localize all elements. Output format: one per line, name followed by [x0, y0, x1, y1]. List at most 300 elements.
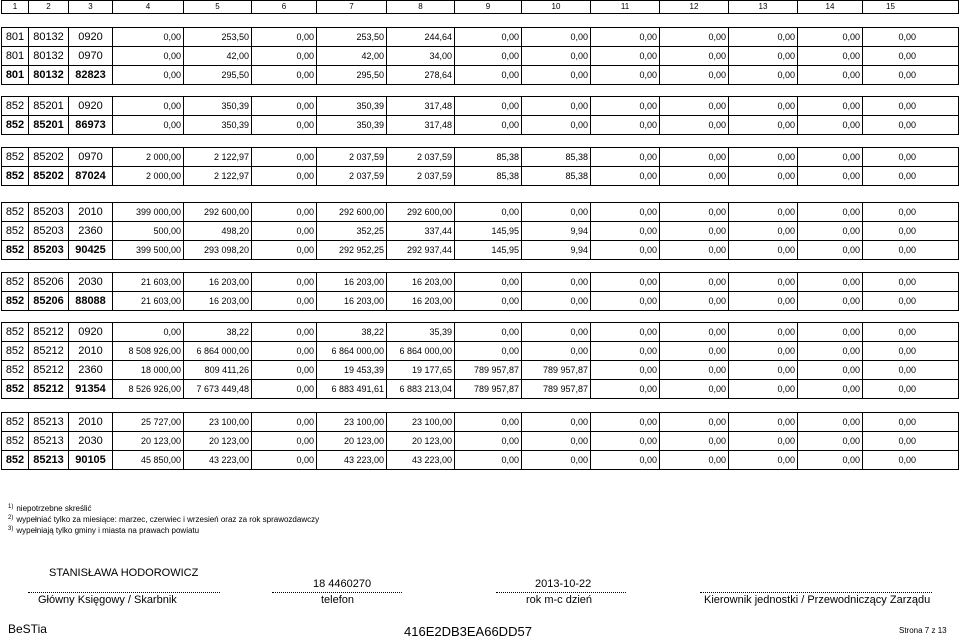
table-cell: 0,00: [252, 451, 317, 469]
table-cell: 0,00: [660, 222, 729, 240]
table-cell: 21 603,00: [113, 273, 184, 291]
table-cell: 2 037,59: [387, 148, 455, 166]
table-cell: 350,39: [184, 97, 252, 115]
table-cell: 0,00: [522, 116, 591, 134]
table-cell: 0,00: [591, 222, 660, 240]
table-cell: 852: [2, 97, 29, 115]
table-cell: 0,00: [798, 361, 863, 379]
table-cell: 350,39: [317, 116, 387, 134]
column-number: 12: [660, 1, 729, 13]
table-cell: 852: [2, 241, 29, 259]
table-cell: 801: [2, 47, 29, 65]
table-cell: 0,00: [252, 432, 317, 450]
table-cell: 9,94: [522, 241, 591, 259]
table-cell: 498,20: [184, 222, 252, 240]
table-cell: 352,25: [317, 222, 387, 240]
table-cell: 317,48: [387, 97, 455, 115]
table-cell: 0,00: [113, 323, 184, 341]
table-cell: 85213: [29, 432, 69, 450]
table-row: [2, 97, 958, 116]
table-cell: 0,00: [660, 451, 729, 469]
table-row: [2, 413, 958, 432]
table-cell: 85201: [29, 116, 69, 134]
table-cell: 85202: [29, 148, 69, 166]
table-cell: 0,00: [252, 28, 317, 46]
table-cell: 2 000,00: [113, 148, 184, 166]
column-number: 7: [317, 1, 387, 13]
table-cell: 82823: [69, 66, 113, 84]
table-cell: 0970: [69, 148, 113, 166]
table-cell: 85202: [29, 167, 69, 185]
table-row: [2, 342, 958, 361]
table-cell: 292 600,00: [184, 203, 252, 221]
table-cell: 16 203,00: [387, 292, 455, 310]
table-row: [2, 361, 958, 380]
table-cell: 292 937,44: [387, 241, 455, 259]
table-cell: 9,94: [522, 222, 591, 240]
table-cell: 0,00: [591, 203, 660, 221]
table-row-total: [2, 116, 958, 135]
table-cell: 0,00: [660, 47, 729, 65]
table-cell: 0,00: [591, 148, 660, 166]
table-cell: 0,00: [898, 365, 916, 375]
table-cell: 0,00: [898, 417, 916, 427]
table-cell: 0,00: [898, 384, 916, 394]
table-cell: 0,00: [798, 380, 863, 398]
table-cell: 0,00: [660, 292, 729, 310]
table-cell: 19 453,39: [317, 361, 387, 379]
table-cell: 2030: [69, 273, 113, 291]
table-cell: 85213: [29, 413, 69, 431]
table-cell: 0,00: [591, 432, 660, 450]
table-cell: 0,00: [798, 167, 863, 185]
table-cell: 90105: [69, 451, 113, 469]
table-cell: 0,00: [252, 47, 317, 65]
table-cell: 0,00: [591, 380, 660, 398]
table-row: [2, 28, 958, 47]
table-cell: 0,00: [729, 432, 798, 450]
table-cell: 0,00: [591, 292, 660, 310]
table-cell: 0,00: [591, 342, 660, 360]
table-cell: 2 037,59: [387, 167, 455, 185]
table-cell: 0,00: [660, 28, 729, 46]
table-cell: 0,00: [798, 28, 863, 46]
table-cell: 0,00: [898, 171, 916, 181]
table-cell: 2010: [69, 342, 113, 360]
table-cell: 0,00: [455, 292, 522, 310]
table-cell: 0,00: [591, 97, 660, 115]
column-number: 8: [387, 1, 455, 13]
table-cell: 0,00: [113, 66, 184, 84]
table-cell: 0,00: [729, 28, 798, 46]
table-cell: 85203: [29, 241, 69, 259]
table-cell: 38,22: [317, 323, 387, 341]
table-cell: 0,00: [522, 273, 591, 291]
table-cell: 0,00: [798, 97, 863, 115]
table-cell: 90425: [69, 241, 113, 259]
table-cell: 88088: [69, 292, 113, 310]
table-cell: 85212: [29, 380, 69, 398]
table-cell: 0,00: [798, 413, 863, 431]
table-cell: 801: [2, 66, 29, 84]
table-cell: 145,95: [455, 241, 522, 259]
table-cell: 0,00: [798, 273, 863, 291]
column-number: 6: [252, 1, 317, 13]
table-cell: 0,00: [522, 28, 591, 46]
table-cell: 337,44: [387, 222, 455, 240]
table-cell: 0,00: [798, 451, 863, 469]
table-cell: 295,50: [317, 66, 387, 84]
table-cell: 0,00: [729, 323, 798, 341]
table-row-total: [2, 66, 958, 85]
table-cell: 0,00: [898, 70, 916, 80]
table-cell: 85212: [29, 342, 69, 360]
table-cell: 6 883 491,61: [317, 380, 387, 398]
row-group: [1, 96, 959, 135]
table-cell: 0,00: [898, 226, 916, 236]
table-cell: 0,00: [591, 273, 660, 291]
table-cell: 85,38: [522, 167, 591, 185]
table-cell: 0,00: [798, 342, 863, 360]
table-row-total: [2, 292, 958, 311]
table-cell: 16 203,00: [387, 273, 455, 291]
table-cell: 2 037,59: [317, 167, 387, 185]
table-cell: 0,00: [455, 323, 522, 341]
column-number-header: [1, 0, 959, 14]
table-cell: 85212: [29, 323, 69, 341]
footnote-1: $^{1)}$ niepotrzebne skreślić: [8, 504, 92, 513]
table-cell: 852: [2, 148, 29, 166]
table-cell: 399 500,00: [113, 241, 184, 259]
date-label: rok m-c dzień: [526, 594, 593, 606]
table-cell: 0,00: [798, 203, 863, 221]
table-cell: 0,00: [252, 66, 317, 84]
table-row: [2, 432, 958, 451]
table-cell: 0,00: [113, 116, 184, 134]
table-cell: 23 100,00: [317, 413, 387, 431]
table-cell: 0,00: [252, 116, 317, 134]
table-cell: 20 123,00: [184, 432, 252, 450]
table-cell: 317,48: [387, 116, 455, 134]
table-cell: 0,00: [660, 361, 729, 379]
table-cell: 2 037,59: [317, 148, 387, 166]
table-cell: 19 177,65: [387, 361, 455, 379]
table-cell: 2360: [69, 361, 113, 379]
table-row-total: [2, 241, 958, 260]
table-cell: 852: [2, 432, 29, 450]
table-cell: 0,00: [252, 413, 317, 431]
table-cell: 2010: [69, 203, 113, 221]
table-cell: 0,00: [898, 455, 916, 465]
phone-value: 18 4460270: [313, 578, 372, 590]
table-cell: 0,00: [522, 323, 591, 341]
table-cell: 0,00: [455, 432, 522, 450]
table-cell: 0,00: [522, 66, 591, 84]
row-group: [1, 272, 959, 311]
table-cell: 85203: [29, 203, 69, 221]
table-cell: 852: [2, 342, 29, 360]
table-cell: 2360: [69, 222, 113, 240]
document-hash: 416E2DB3EA66DD57: [404, 624, 532, 639]
table-cell: 852: [2, 273, 29, 291]
table-cell: 6 864 000,00: [317, 342, 387, 360]
table-cell: 0,00: [898, 101, 916, 111]
table-cell: 292 952,25: [317, 241, 387, 259]
table-cell: 789 957,87: [522, 361, 591, 379]
table-cell: 86973: [69, 116, 113, 134]
table-cell: 852: [2, 167, 29, 185]
table-cell: 0,00: [522, 292, 591, 310]
program-name: BeSTia: [8, 622, 47, 636]
table-cell: 0,00: [455, 273, 522, 291]
table-cell: 0,00: [729, 222, 798, 240]
table-cell: 0,00: [591, 451, 660, 469]
table-cell: 292 600,00: [387, 203, 455, 221]
accountant-name: STANISŁAWA HODOROWICZ: [49, 567, 199, 579]
table-cell: 0,00: [798, 148, 863, 166]
table-cell: 0,00: [455, 97, 522, 115]
table-cell: 42,00: [184, 47, 252, 65]
table-cell: 80132: [29, 47, 69, 65]
table-cell: 500,00: [113, 222, 184, 240]
table-cell: 0,00: [729, 361, 798, 379]
table-cell: 0,00: [729, 66, 798, 84]
table-cell: 0,00: [455, 451, 522, 469]
table-cell: 801: [2, 28, 29, 46]
table-cell: 8 526 926,00: [113, 380, 184, 398]
table-row-total: [2, 380, 958, 399]
table-cell: 0,00: [660, 323, 729, 341]
table-cell: 0,00: [798, 323, 863, 341]
table-cell: 0,00: [798, 222, 863, 240]
date-value: 2013-10-22: [535, 578, 592, 590]
table-cell: 0,00: [522, 451, 591, 469]
table-cell: 91354: [69, 380, 113, 398]
table-cell: 0,00: [591, 66, 660, 84]
table-cell: 0,00: [455, 116, 522, 134]
table-cell: 0,00: [591, 47, 660, 65]
table-cell: 852: [2, 413, 29, 431]
table-cell: 2 000,00: [113, 167, 184, 185]
table-cell: 0,00: [522, 97, 591, 115]
table-cell: 38,22: [184, 323, 252, 341]
table-cell: 0970: [69, 47, 113, 65]
table-cell: 42,00: [317, 47, 387, 65]
table-cell: 0,00: [591, 167, 660, 185]
table-cell: 0,00: [660, 342, 729, 360]
table-cell: 21 603,00: [113, 292, 184, 310]
column-number: 15: [886, 2, 895, 11]
table-cell: 0,00: [522, 432, 591, 450]
table-cell: 0,00: [455, 203, 522, 221]
table-cell: 20 123,00: [317, 432, 387, 450]
table-cell: 80132: [29, 28, 69, 46]
table-cell: 0,00: [898, 436, 916, 446]
table-cell: 0,00: [729, 167, 798, 185]
table-cell: 0,00: [252, 361, 317, 379]
table-cell: 0,00: [798, 66, 863, 84]
table-cell: 0,00: [729, 292, 798, 310]
table-row: [2, 273, 958, 292]
table-cell: 0,00: [252, 97, 317, 115]
table-cell: 852: [2, 451, 29, 469]
table-cell: 0,00: [660, 413, 729, 431]
table-cell: 16 203,00: [317, 273, 387, 291]
table-cell: 16 203,00: [317, 292, 387, 310]
table-cell: 45 850,00: [113, 451, 184, 469]
table-cell: 0,00: [729, 47, 798, 65]
table-cell: 0,00: [729, 413, 798, 431]
table-cell: 852: [2, 116, 29, 134]
table-cell: 80132: [29, 66, 69, 84]
table-cell: 852: [2, 292, 29, 310]
table-cell: 85,38: [455, 148, 522, 166]
accountant-label: Główny Księgowy / Skarbnik: [38, 594, 177, 606]
table-cell: 20 123,00: [387, 432, 455, 450]
table-cell: 0,00: [252, 292, 317, 310]
table-cell: 0,00: [798, 47, 863, 65]
column-number: 14: [798, 1, 863, 13]
table-cell: 350,39: [317, 97, 387, 115]
table-row: [2, 148, 958, 167]
table-cell: 0,00: [798, 432, 863, 450]
table-cell: 25 727,00: [113, 413, 184, 431]
row-group: [1, 27, 959, 85]
table-cell: 0,00: [729, 342, 798, 360]
table-cell: 0,00: [522, 203, 591, 221]
table-cell: 0,00: [729, 148, 798, 166]
table-cell: 0,00: [522, 342, 591, 360]
table-cell: 0,00: [113, 28, 184, 46]
table-cell: 0,00: [898, 207, 916, 217]
column-number: 4: [113, 1, 184, 13]
table-cell: 0,00: [898, 296, 916, 306]
table-cell: 253,50: [184, 28, 252, 46]
table-cell: 6 883 213,04: [387, 380, 455, 398]
table-cell: 0,00: [729, 241, 798, 259]
table-cell: 145,95: [455, 222, 522, 240]
table-cell: 7 673 449,48: [184, 380, 252, 398]
table-cell: 6 864 000,00: [387, 342, 455, 360]
table-cell: 85,38: [522, 148, 591, 166]
table-cell: 0920: [69, 323, 113, 341]
table-cell: 85212: [29, 361, 69, 379]
date-line: [496, 592, 626, 593]
table-cell: 0,00: [898, 346, 916, 356]
row-group: [1, 412, 959, 470]
table-cell: 0,00: [252, 167, 317, 185]
row-group: [1, 322, 959, 399]
table-cell: 809 411,26: [184, 361, 252, 379]
table-cell: 6 864 000,00: [184, 342, 252, 360]
table-cell: 852: [2, 203, 29, 221]
table-cell: 0,00: [113, 97, 184, 115]
column-number: 11: [591, 1, 660, 13]
page-number: Strona 7 z 13: [899, 626, 947, 635]
table-cell: 0,00: [660, 241, 729, 259]
table-cell: 0,00: [252, 323, 317, 341]
table-cell: 0,00: [591, 361, 660, 379]
phone-label: telefon: [321, 594, 355, 606]
head-label: Kierownik jednostki / Przewodniczący Zarządu: [704, 594, 931, 606]
table-cell: 0,00: [898, 32, 916, 42]
table-row-total: [2, 451, 958, 470]
table-cell: 0,00: [591, 241, 660, 259]
table-cell: 293 098,20: [184, 241, 252, 259]
column-number: 1: [2, 1, 29, 13]
footnote-3: $^{3)}$ wypełniają tylko gminy i miasta na prawach powiatu: [8, 526, 200, 535]
table-cell: 244,64: [387, 28, 455, 46]
phone-line: [272, 592, 402, 593]
table-cell: 0,00: [660, 203, 729, 221]
table-cell: 0,00: [660, 432, 729, 450]
table-cell: 0,00: [455, 47, 522, 65]
table-cell: 0,00: [660, 66, 729, 84]
table-cell: 852: [2, 380, 29, 398]
row-group: [1, 147, 959, 186]
table-cell: 0,00: [898, 152, 916, 162]
table-cell: 789 957,87: [455, 361, 522, 379]
table-cell: 0,00: [898, 120, 916, 130]
head-signature-line: [700, 592, 932, 593]
table-cell: 23 100,00: [387, 413, 455, 431]
table-cell: 292 600,00: [317, 203, 387, 221]
table-cell: 852: [2, 361, 29, 379]
table-cell: 16 203,00: [184, 292, 252, 310]
table-cell: 85213: [29, 451, 69, 469]
table-cell: 0920: [69, 28, 113, 46]
table-cell: 0,00: [729, 451, 798, 469]
table-cell: 85203: [29, 222, 69, 240]
table-cell: 0,00: [798, 292, 863, 310]
table-cell: 0,00: [898, 327, 916, 337]
table-cell: 85201: [29, 97, 69, 115]
table-cell: 18 000,00: [113, 361, 184, 379]
table-cell: 0,00: [898, 51, 916, 61]
column-number: 5: [184, 1, 252, 13]
table-row: [2, 47, 958, 66]
table-cell: 0,00: [252, 273, 317, 291]
table-cell: 0,00: [660, 380, 729, 398]
table-cell: 0,00: [591, 116, 660, 134]
table-cell: 789 957,87: [522, 380, 591, 398]
table-cell: 399 000,00: [113, 203, 184, 221]
table-cell: 43 223,00: [317, 451, 387, 469]
table-cell: 852: [2, 222, 29, 240]
table-cell: 85206: [29, 292, 69, 310]
table-cell: 0,00: [252, 380, 317, 398]
table-cell: 2010: [69, 413, 113, 431]
table-cell: 0,00: [252, 222, 317, 240]
table-cell: 34,00: [387, 47, 455, 65]
table-cell: 0,00: [455, 66, 522, 84]
table-cell: 8 508 926,00: [113, 342, 184, 360]
table-cell: 20 123,00: [113, 432, 184, 450]
table-cell: 2 122,97: [184, 167, 252, 185]
table-cell: 0920: [69, 97, 113, 115]
table-cell: 0,00: [252, 342, 317, 360]
column-number: 10: [522, 1, 591, 13]
table-cell: 0,00: [522, 413, 591, 431]
table-row: [2, 323, 958, 342]
table-cell: 0,00: [591, 413, 660, 431]
table-cell: 0,00: [591, 323, 660, 341]
table-cell: 0,00: [729, 97, 798, 115]
table-cell: 253,50: [317, 28, 387, 46]
accountant-signature-line: [28, 592, 220, 593]
table-cell: 16 203,00: [184, 273, 252, 291]
table-cell: 0,00: [252, 148, 317, 166]
